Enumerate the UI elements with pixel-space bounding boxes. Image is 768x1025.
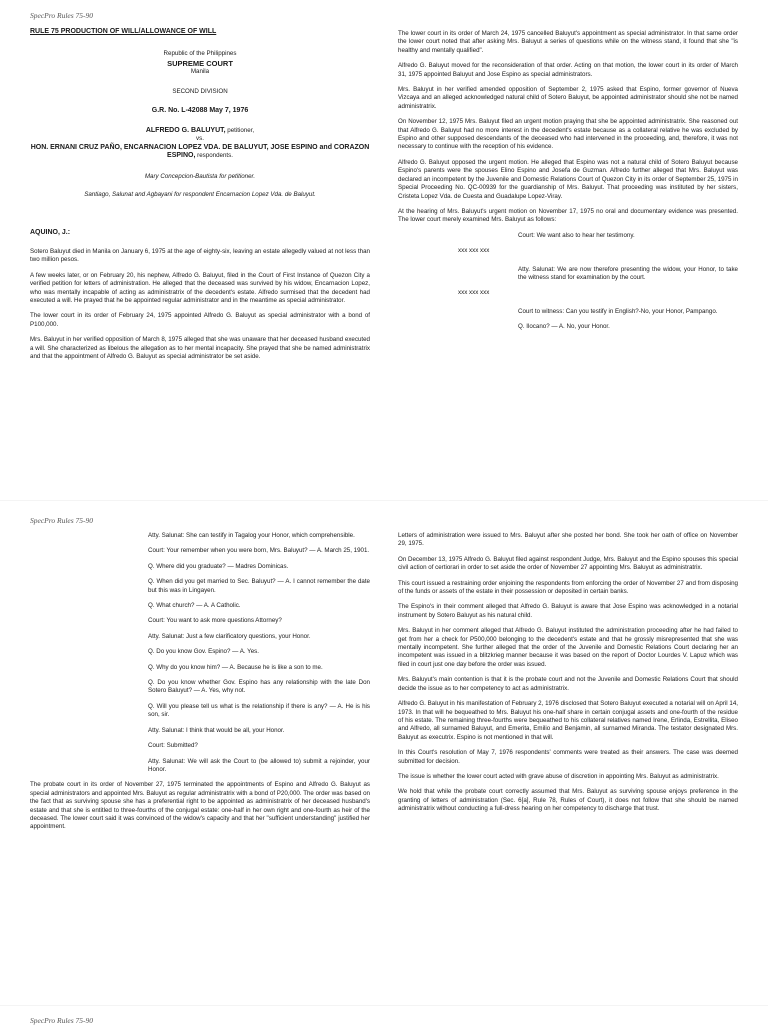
page-header: SpecPro Rules 75-90 <box>30 1016 94 1025</box>
transcript-line: Q. Do you know Gov. Espino? — A. Yes. <box>148 648 259 656</box>
paragraph: The probate court in its order of November 27, 1975 terminated the appointments of Espino and Alfredo G. Baluyut as special administrators and appointed Mrs. Baluyut as regular administratrix with a bond of P20,000. The order was based on the fact that as surviving spouse she has a preferential right to be appointed as administratrix of her deceased husband's estate and that she is entitled to three-fourths of the conjugal estate: one-half in her own right and one-fourth as heir of the deceased. The lower court said it was convinced of the widow's capacity and that her "sufficient understanding" justified her appointment. <box>30 781 370 831</box>
court-name: SUPREME COURT <box>167 58 233 68</box>
paragraph: Alfredo G. Baluyut moved for the reconsideration of that order. Acting on that motion, the lower court in its order of March 31, 1975 appointed Baluyut and Jose Espino as special administrators. <box>398 62 738 78</box>
transcript-line: Court: Submitted? <box>148 742 198 750</box>
rule-title: RULE 75 PRODUCTION OF WILL/ALLOWANCE OF WILL <box>30 28 217 35</box>
petitioner-name: ALFREDO G. BALUYUT, <box>145 127 226 135</box>
ponente: AQUINO, J.: <box>30 229 71 237</box>
transcript-line: Atty. Salunat: I think that would be all, your Honor. <box>148 726 285 734</box>
page-header: SpecPro Rules 75-90 <box>30 516 94 525</box>
paragraph: Alfredo G. Baluyut in his manifestation of February 2, 1976 disclosed that Sotero Baluyut executed a notarial will on April 14, 1973. In that will he bequeathed to Mrs. Baluyut his one-half share in certain conjugal assets and one-fourth of the residue of his estate. The remaining three-fourths were bequeathed to his collateral relatives named Irene, Erlinda, Estrellita, Eliseo and Alfredo, all surnamed Baluyut, and Emerita, Emilio and Benjamin, all surnamed Miranda. The testator designated Mrs. Baluyut as executrix. Espino is not mentioned in that will. <box>398 700 738 741</box>
respondents-name: HON. ERNANI CRUZ PAÑO, ENCARNACION LOPEZ VDA. DE BALUYUT, JOSE ESPINO and CORAZON ESPINO, <box>30 143 370 160</box>
counsel-respondent: Santiago, Salunat and Agbayani for respondent Encarnacion Lopez Vda. de Baluyut. <box>84 191 316 199</box>
transcript-line: Atty. Salunat: We are now therefore presenting the widow, your Honor, to take the witness stand for examination by the court. <box>518 265 738 281</box>
ellipsis-line: xxx xxx xxx <box>458 289 490 297</box>
transcript-line: Court: You want to ask more questions Attorney? <box>148 617 282 625</box>
paragraph: In this Court's resolution of May 7, 1976 respondents' comments were treated as their answers. The case was deemed submitted for decision. <box>398 749 738 765</box>
paragraph: The issue is whether the lower court acted with grave abuse of discretion in appointing Mrs. Baluyut as administratrix. <box>398 772 719 780</box>
petitioner-line <box>30 127 370 135</box>
counsel-petitioner: Mary Concepcion-Bautista for petitioner. <box>144 172 256 180</box>
transcript-line: Atty. Salunat: Just a few clarificatory questions, your Honor. <box>148 632 311 640</box>
transcript-line: Q. Ilocano? — A. No, your Honor. <box>518 323 610 331</box>
paragraph: The lower court in its order of March 24, 1975 cancelled Baluyut's appointment as special administrator. In that same order the lower court noted that after asking Mrs. Baluyut a series of questions while on the witness stand, it found that she "is healthy and mentally qualified". <box>398 30 738 54</box>
transcript-line: Q. Do you know whether Gov. Espino has any relationship with the late Don Sotero Baluyut? — A. Yes, why not. <box>148 679 370 695</box>
page1-right-column <box>398 30 738 339</box>
page2-right-column <box>398 532 738 821</box>
transcript-line: Q. Where did you graduate? — Madres Dominicas. <box>148 562 289 570</box>
court-city: Manila <box>190 67 210 75</box>
transcript-block <box>148 532 370 774</box>
transcript-line: Q. Will you please tell us what is the relationship if there is any? — A. He is his son, sir. <box>148 702 370 719</box>
transcript-line: Atty. Salunat: She can testify in Tagalog your Honor, which comprehensible. <box>148 532 355 539</box>
transcript-line: Atty. Salunat: We will ask the Court to (be allowed to) submit a rejoinder, your Honor. <box>148 757 370 773</box>
versus: vs. <box>196 135 204 143</box>
transcript-line: Q. When did you get married to Sec. Baluyut? — A. I cannot remember the date but this was in Lingayen. <box>148 578 370 594</box>
paragraph: The lower court in its order of February 24, 1975 appointed Alfredo G. Baluyut as special administrator with a bond of P100,000. <box>30 312 370 328</box>
transcript-line: Court to witness: Can you testify in English?-No, your Honor, Pampango. <box>518 307 718 315</box>
paragraph: Alfredo G. Baluyut opposed the urgent motion. He alleged that Espino was not a natural child of Sotero Baluyut because Espino's parents were the spouses Elino Espino and Josefa de Guzman. Alfredo further alleged that Mrs. Baluyut was declared an incompetent by the Juvenile and Domestic Relations Court of Quezon City in its order of September 25, 1975 in Special Proceeding No. QC-00939 for the guardianship of Mrs. Baluyut. That proceeding was instituted by her sisters, Cristeta Lopez Vda. de Cuesta and Guadalupe Lopez-Viray. <box>398 158 738 200</box>
transcript-line: Court: We want also to hear her testimony. <box>518 231 635 239</box>
paragraph: We hold that while the probate court correctly assumed that Mrs. Baluyut as surviving spouse enjoys preference in the granting of letters of administration (Sec. 6[a], Rule 78, Rules of Court), it does not follow that she should be named administratrix without conducting a full-dress hearing on her competency to discharge that trust. <box>398 788 738 813</box>
page1-left-column <box>30 28 370 368</box>
paragraph: Mrs. Baluyut's main contention is that it is the probate court and not the Juvenile and Domestic Relations Court that should decide the issue as to her competency to act as administratrix. <box>398 676 738 692</box>
petitioner-role: petitioner, <box>225 127 255 135</box>
respondents-line <box>30 144 370 161</box>
respondents-role: respondents. <box>195 152 233 160</box>
paragraph: At the hearing of Mrs. Baluyut's urgent motion on November 17, 1975 no oral and documentary evidence was presented. The lower court merely examined Mrs. Baluyut as follows: <box>398 207 738 224</box>
transcript-line: Q. Why do you know him? — A. Because he is like a son to me. <box>148 663 323 671</box>
paragraph: Mrs. Baluyut in her verified amended opposition of September 2, 1975 asked that Espino, former governor of Nueva Vizcaya and an alleged acknowledged natural child of Sotero Baluyut, be appointed administrator should she not be named administratrix. <box>398 86 738 110</box>
paragraph: Sotero Baluyut died in Manila on January 6, 1975 at the age of eighty-six, leaving an estate allegedly valued at not less than two million pesos. <box>30 247 370 264</box>
page-separator <box>0 1005 768 1006</box>
paragraph: On December 13, 1975 Alfredo G. Baluyut filed against respondent Judge, Mrs. Baluyut and the Espino spouses this special civil action of certiorari in order to set aside the order of November 27 appointing Mrs. Baluyut as administratrix. <box>398 555 738 572</box>
paragraph: A few weeks later, or on February 20, his nephew, Alfredo G. Baluyut, filed in the Court of First Instance of Quezon City a verified petition for letters of administration. He alleged that the deceased was survived by his widow, Encarnacion Lopez, who was mentally incapable of acting as administratrix of the decedent's estate. Alfredo surmised that the decedent had executed a will. He prayed that he be appointed regular administrator and in the meantime as special administrator. <box>30 271 370 304</box>
page2-left-column <box>30 532 370 839</box>
page-separator <box>0 500 768 501</box>
paragraph: Letters of administration were issued to Mrs. Baluyut after she posted her bond. She took her oath of office on November 29, 1975. <box>398 532 738 548</box>
paragraph: This court issued a restraining order enjoining the respondents from enforcing the order of November 27 and from disposing of the funds or assets of the estate in their possession or deposited in certain banks. <box>398 579 738 596</box>
paragraph: Mrs. Baluyut in her verified opposition of March 8, 1975 alleged that she was unaware that her deceased husband executed a will. She characterized as libelous the allegation as to her mental incapacity. She prayed that she be named administratrix and that the appointment of Alfredo G. Baluyut as special administrator be set aside. <box>30 336 370 360</box>
paragraph: The Espino's in their comment alleged that Alfredo G. Baluyut is aware that Jose Espino was acknowledged in a notarial instrument by Sotero Baluyut as his natural child. <box>398 603 738 619</box>
transcript-line: Q. What church? — A. A Catholic. <box>148 602 241 610</box>
ellipsis-line: xxx xxx xxx <box>458 247 490 255</box>
page-header: SpecPro Rules 75-90 <box>30 11 94 20</box>
paragraph: On November 12, 1975 Mrs. Baluyut filed an urgent motion praying that she be appointed administratrix. She reasoned out that Alfredo G. Baluyut had no more interest in the decedent's estate because as a collateral relative he was excluded by Espino and other supposed descendants of the deceased who had intervened in the proceeding, and, therefore, it was not necessary to continue with the reception of his evidence. <box>398 118 738 151</box>
transcript-line: Court: Your remember when you were born, Mrs. Baluyut? — A. March 25, 1901. <box>148 547 370 555</box>
division: SECOND DIVISION <box>172 88 228 96</box>
paragraph: Mrs. Baluyut in her comment alleged that Alfredo G. Baluyut instituted the administration proceeding after he had failed to get from her a check for P500,000 belonging to the decedent's estate and that he grossly misrepresented that she was mentally incompetent. She further alleged that the order of the Juvenile and Domestic Relations Court declaring her an incompetent was issued in a blitzkrieg manner because it was based on the report of Doctor Lourdes V. Lapuz which was filed in court just one day before the order was issued. <box>398 627 738 668</box>
republic-line: Republic of the Philippines <box>163 50 237 58</box>
gr-number: G.R. No. L-42088 May 7, 1976 <box>151 106 249 114</box>
